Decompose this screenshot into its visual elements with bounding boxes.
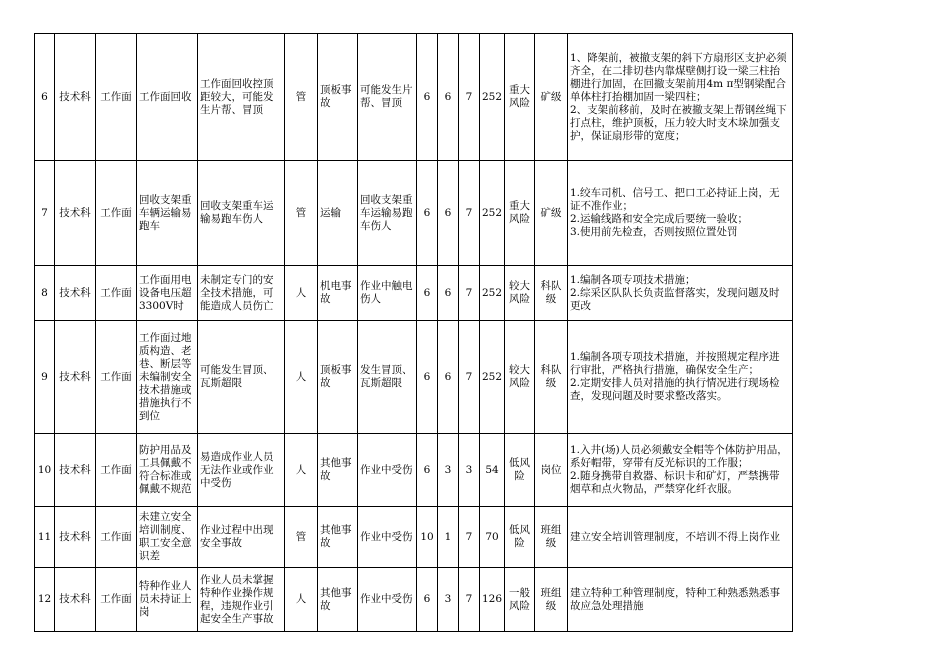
likelihood-cell: 6	[417, 161, 438, 266]
activity-cell: 防护用品及工具佩戴不符合标准或佩戴不规范	[137, 434, 198, 507]
activity-cell: 工作面用电设备电压超3300V时	[137, 266, 198, 321]
accident-type-cell: 顶板事故	[318, 34, 358, 161]
consequence-score-cell: 7	[459, 507, 480, 568]
area-cell: 工作面	[96, 568, 137, 632]
department-cell: 技术科	[55, 321, 96, 434]
area-cell: 工作面	[96, 161, 137, 266]
likelihood-cell: 6	[417, 34, 438, 161]
risk-score-cell: 54	[480, 434, 505, 507]
table-row	[35, 568, 793, 632]
accident-type-cell: 其他事故	[318, 434, 358, 507]
exposure-cell: 6	[438, 321, 459, 434]
accident-type-cell: 其他事故	[318, 507, 358, 568]
control-level-cell: 矿级	[535, 161, 568, 266]
consequence-cell: 作业中受伤	[358, 507, 417, 568]
row-number: 7	[35, 161, 55, 266]
activity-cell: 未建立安全培训制度、职工安全意识差	[137, 507, 198, 568]
hazard-type-cell: 管	[285, 34, 318, 161]
likelihood-cell: 10	[417, 507, 438, 568]
hazard-cell: 可能发生冒顶、瓦斯超限	[198, 321, 285, 434]
likelihood-cell: 6	[417, 321, 438, 434]
risk-score-cell: 252	[480, 266, 505, 321]
hazard-type-cell: 人	[285, 266, 318, 321]
exposure-cell: 6	[438, 266, 459, 321]
row-number: 12	[35, 568, 55, 632]
risk-score-cell: 70	[480, 507, 505, 568]
control-level-cell: 班组级	[535, 507, 568, 568]
hazard-cell: 作业人员未掌握特种作业操作规程，违规作业引起安全生产事故	[198, 568, 285, 632]
risk-score-cell: 252	[480, 34, 505, 161]
table-row	[35, 161, 793, 266]
risk-score-cell: 252	[480, 161, 505, 266]
consequence-cell: 可能发生片帮、冒顶	[358, 34, 417, 161]
risk-assessment-table	[34, 33, 793, 632]
risk-level-cell: 低风险	[505, 434, 535, 507]
consequence-score-cell: 7	[459, 568, 480, 632]
department-cell: 技术科	[55, 568, 96, 632]
measures-cell: 建立安全培训管理制度，不培训不得上岗作业	[568, 507, 793, 568]
hazard-cell: 未制定专门的安全技术措施，可能造成人员伤亡	[198, 266, 285, 321]
area-cell: 工作面	[96, 434, 137, 507]
likelihood-cell: 6	[417, 434, 438, 507]
hazard-cell: 回收支架重车运输易跑车伤人	[198, 161, 285, 266]
exposure-cell: 3	[438, 568, 459, 632]
exposure-cell: 6	[438, 34, 459, 161]
accident-type-cell: 顶板事故	[318, 321, 358, 434]
control-level-cell: 班组级	[535, 568, 568, 632]
activity-cell: 工作面过地质构造、老巷、断层等未编制安全技术措施或措施执行不到位	[137, 321, 198, 434]
hazard-cell: 工作面回收控顶距较大，可能发生片帮、冒顶	[198, 34, 285, 161]
consequence-cell: 作业中触电伤人	[358, 266, 417, 321]
table-row	[35, 266, 793, 321]
activity-cell: 回收支架重车辆运输易跑车	[137, 161, 198, 266]
hazard-cell: 作业过程中出现安全事故	[198, 507, 285, 568]
hazard-type-cell: 人	[285, 568, 318, 632]
measures-cell: 1.绞车司机、信号工、把口工必持证上岗，无证不准作业； 2.运输线路和安全完成后要统一验收； 3.使用前先检查，否则按照位置处罚	[568, 161, 793, 266]
risk-level-cell: 一般风险	[505, 568, 535, 632]
measures-cell: 1.编制各项专项技术措施； 2.综采区队队长负责监督落实，发现问题及时更改	[568, 266, 793, 321]
accident-type-cell: 运输	[318, 161, 358, 266]
department-cell: 技术科	[55, 161, 96, 266]
consequence-score-cell: 7	[459, 266, 480, 321]
table-row	[35, 507, 793, 568]
risk-level-cell: 较大风险	[505, 321, 535, 434]
area-cell: 工作面	[96, 321, 137, 434]
consequence-cell: 发生冒顶、瓦斯超限	[358, 321, 417, 434]
consequence-cell: 作业中受伤	[358, 568, 417, 632]
measures-cell: 1.编制各项专项技术措施，并按照规定程序进行审批，严格执行措施，确保安全生产； 2.定期安排人员对措施的执行情况进行现场检查，发现问题及时要求整改落实。	[568, 321, 793, 434]
table-row	[35, 34, 793, 161]
risk-level-cell: 重大风险	[505, 34, 535, 161]
hazard-type-cell: 人	[285, 321, 318, 434]
row-number: 8	[35, 266, 55, 321]
activity-cell: 特种作业人员未持证上岗	[137, 568, 198, 632]
risk-level-cell: 低风险	[505, 507, 535, 568]
row-number: 9	[35, 321, 55, 434]
likelihood-cell: 6	[417, 266, 438, 321]
measures-cell: 建立特种工种管理制度，特种工种熟悉熟悉事故应急处理措施	[568, 568, 793, 632]
consequence-score-cell: 7	[459, 161, 480, 266]
area-cell: 工作面	[96, 507, 137, 568]
measures-cell: 1、降架前，被撤支架的斜下方扇形区支护必须齐全，在二排切巷内靠煤壁侧打设一梁三柱抬棚进行加固，在回撤支架前用4m π型钢梁配合单体柱打抬棚加固一梁四柱； 2、支架前移前，及时在被撤支架上帮钢丝绳下打点柱，维护顶板，压力较大时支木垛加强支护，保证扇形带的宽度；	[568, 34, 793, 161]
exposure-cell: 3	[438, 434, 459, 507]
exposure-cell: 6	[438, 161, 459, 266]
consequence-cell: 作业中受伤	[358, 434, 417, 507]
department-cell: 技术科	[55, 507, 96, 568]
accident-type-cell: 其他事故	[318, 568, 358, 632]
area-cell: 工作面	[96, 34, 137, 161]
table-row	[35, 321, 793, 434]
area-cell: 工作面	[96, 266, 137, 321]
hazard-type-cell: 管	[285, 161, 318, 266]
hazard-cell: 易造成作业人员无法作业或作业中受伤	[198, 434, 285, 507]
accident-type-cell: 机电事故	[318, 266, 358, 321]
row-number: 6	[35, 34, 55, 161]
consequence-score-cell: 7	[459, 34, 480, 161]
measures-cell: 1.入井(场)人员必须戴安全帽等个体防护用品，系好帽带，穿带有反光标识的工作服； 2.随身携带自救器、标识卡和矿灯，严禁携带烟草和点火物品，严禁穿化纤衣服。	[568, 434, 793, 507]
control-level-cell: 科队级	[535, 321, 568, 434]
department-cell: 技术科	[55, 266, 96, 321]
consequence-cell: 回收支架重车运输易跑车伤人	[358, 161, 417, 266]
likelihood-cell: 6	[417, 568, 438, 632]
control-level-cell: 岗位	[535, 434, 568, 507]
exposure-cell: 1	[438, 507, 459, 568]
risk-score-cell: 126	[480, 568, 505, 632]
table-row	[35, 434, 793, 507]
risk-score-cell: 252	[480, 321, 505, 434]
control-level-cell: 科队级	[535, 266, 568, 321]
hazard-type-cell: 管	[285, 507, 318, 568]
department-cell: 技术科	[55, 34, 96, 161]
consequence-score-cell: 3	[459, 434, 480, 507]
risk-level-cell: 重大风险	[505, 161, 535, 266]
row-number: 10	[35, 434, 55, 507]
consequence-score-cell: 7	[459, 321, 480, 434]
row-number: 11	[35, 507, 55, 568]
hazard-type-cell: 人	[285, 434, 318, 507]
risk-level-cell: 较大风险	[505, 266, 535, 321]
department-cell: 技术科	[55, 434, 96, 507]
activity-cell: 工作面回收	[137, 34, 198, 161]
control-level-cell: 矿级	[535, 34, 568, 161]
